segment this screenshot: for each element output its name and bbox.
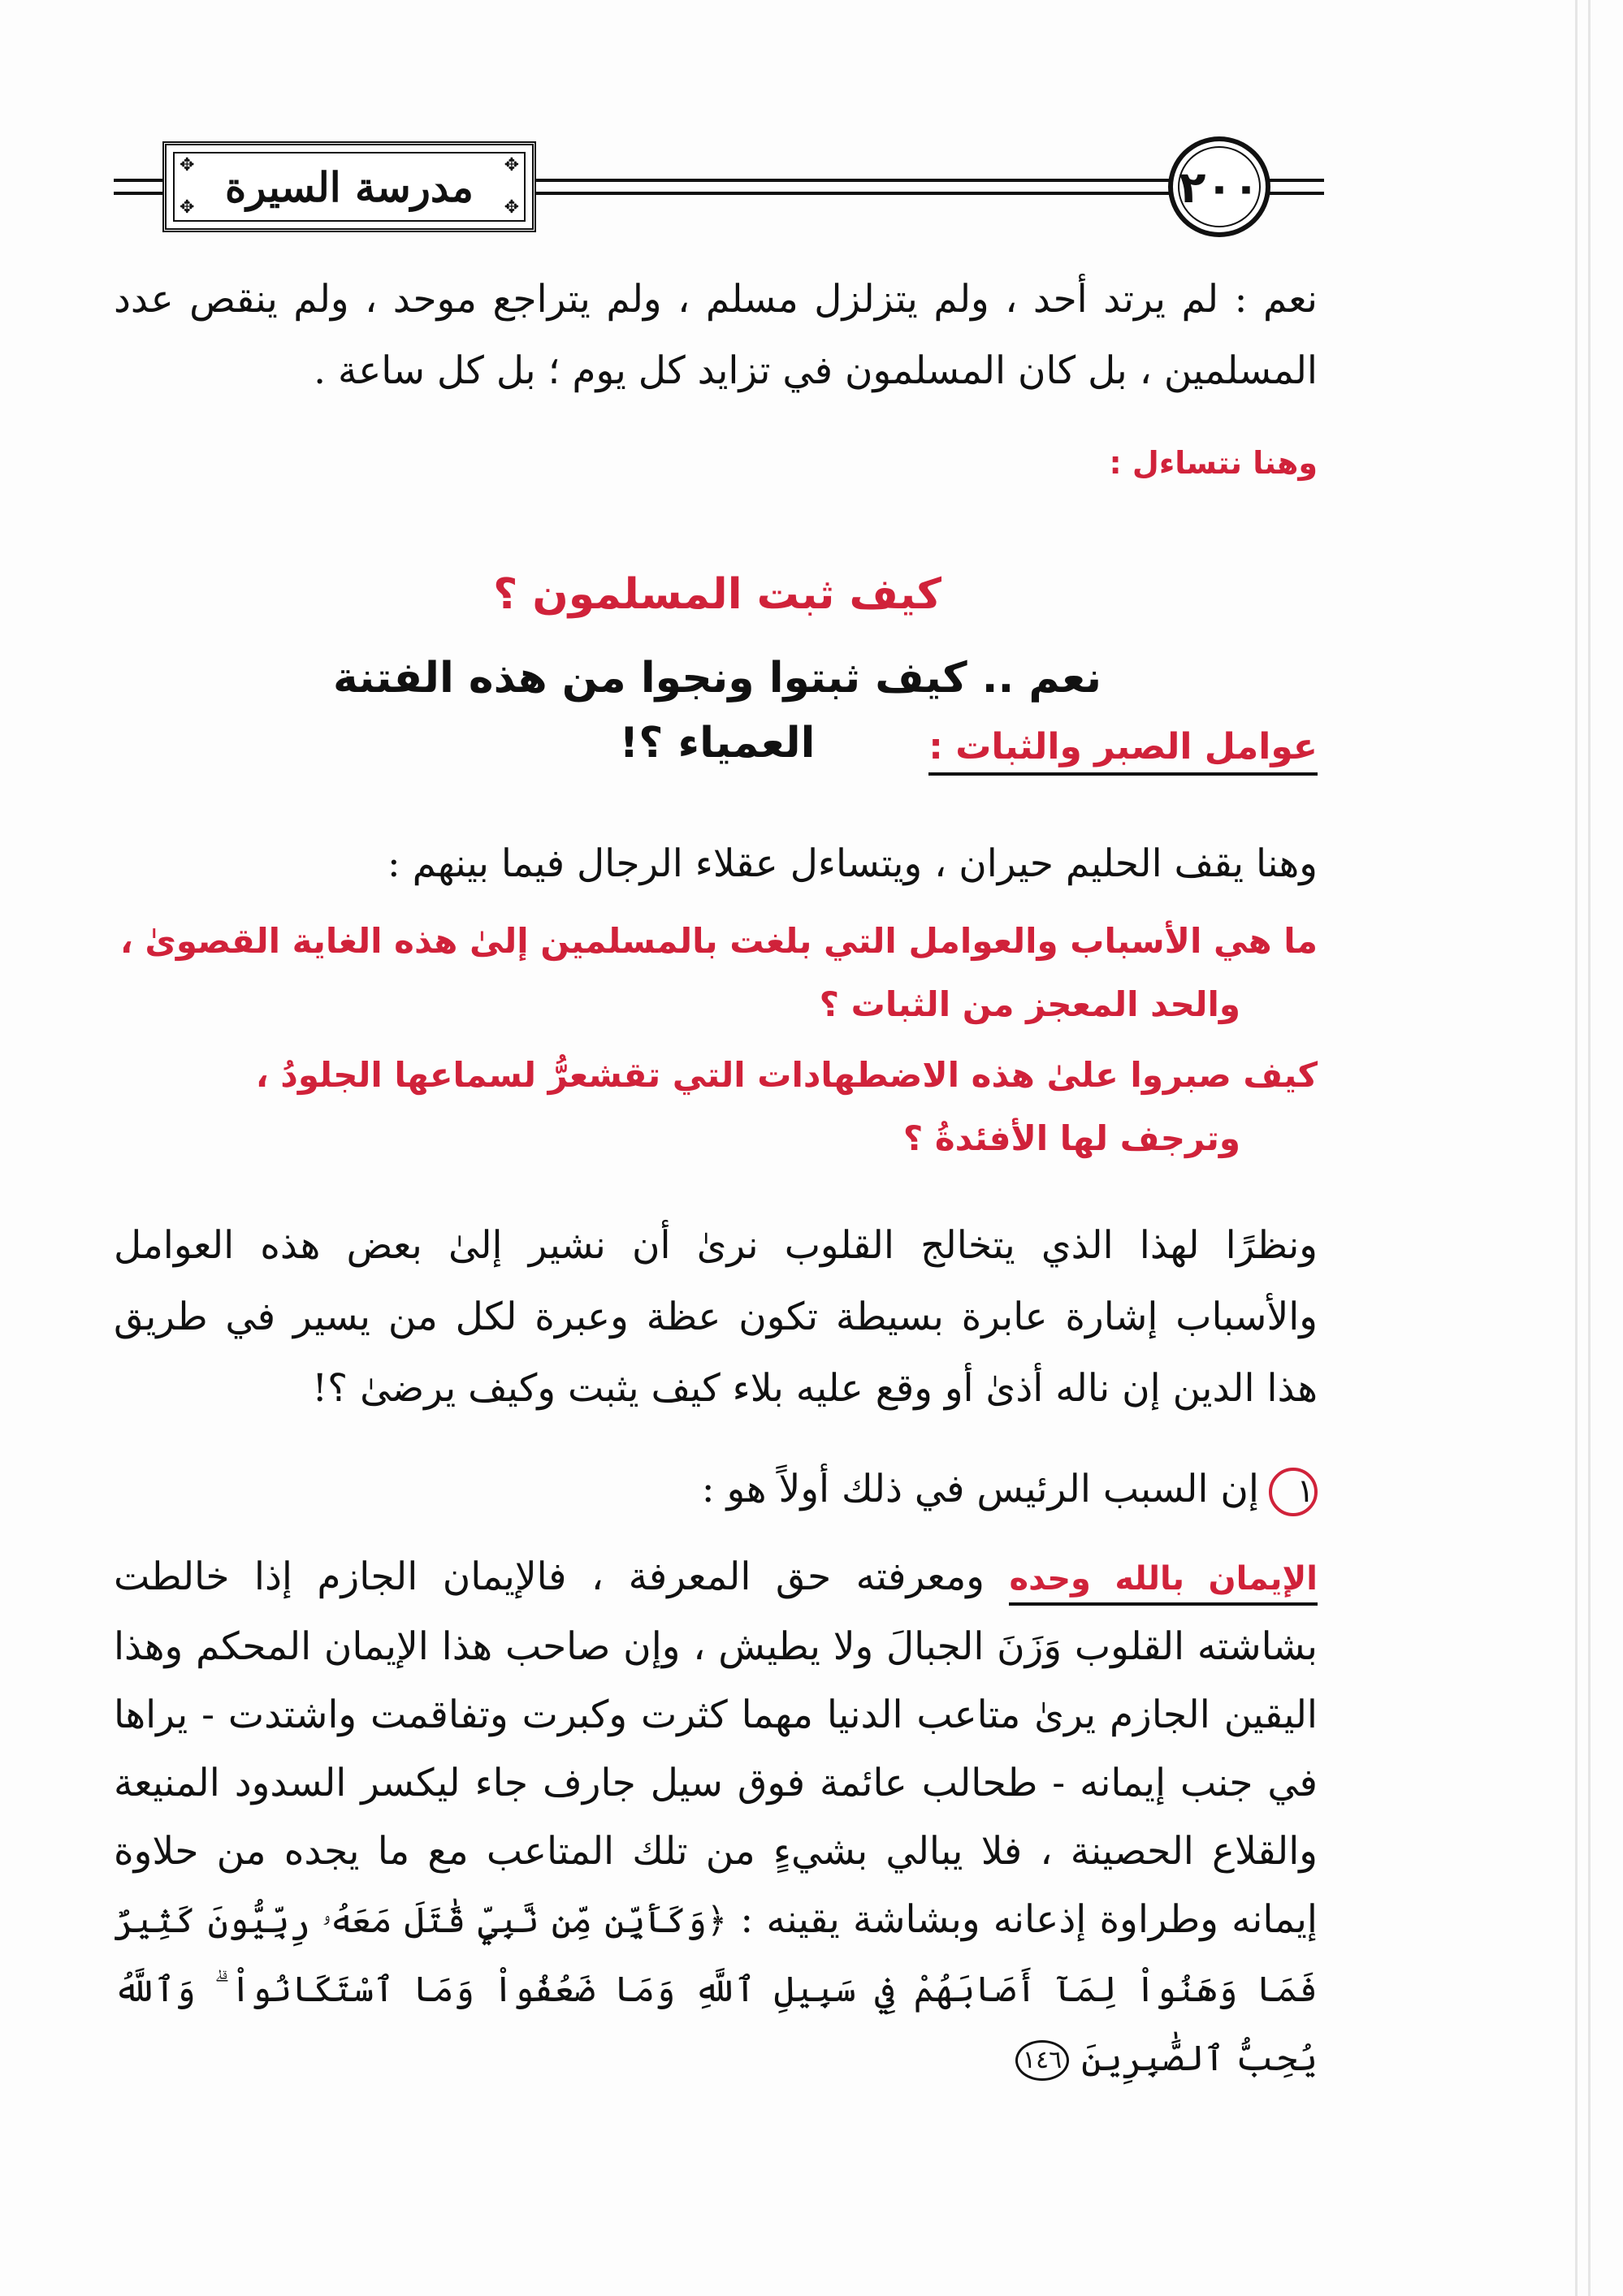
- question-line: وترجف لها الأفئدةُ ؟: [902, 1118, 1240, 1158]
- heading-text: نعم .. كيف ثبتوا ونجوا من هذه الفتنة العمياء ؟!: [333, 654, 1101, 767]
- section-label-text: وهنا نتساءل :: [1109, 445, 1318, 481]
- paragraph: [114, 1210, 1318, 1425]
- page-edge-line: [1575, 0, 1578, 2296]
- paragraph-text: وهنا يقف الحليم حيران ، ويتساءل عقلاء الرجال فيما بينهم :: [387, 841, 1318, 886]
- question-block: [114, 910, 1318, 1036]
- paragraph: [114, 264, 1318, 407]
- ayah-number: ١٤٦: [1015, 2040, 1069, 2081]
- ornament-icon: ✥: [180, 197, 195, 218]
- heading-text: كيف ثبت المسلمون ؟: [493, 570, 941, 619]
- page-number: ٢٠٠: [1179, 161, 1260, 213]
- paragraph: [114, 1543, 1318, 2093]
- page-header: [114, 130, 1324, 244]
- question-line: ما هي الأسباب والعوامل التي بلغت بالمسلمين إلىٰ هذه الغاية القصوىٰ ،: [119, 921, 1318, 961]
- highlighted-phrase: الإيمان بالله وحده: [1009, 1560, 1318, 1606]
- ornament-icon: ✥: [504, 197, 519, 218]
- section-title: [114, 719, 1318, 776]
- paragraph-text: نعم : لم يرتد أحد ، ولم يتزلزل مسلم ، ولم يتراجع موحد ، ولم ينقص عدد المسلمين ، بل كان المسلمون في تزايد كل يوم ؛ بل كل ساعة .: [114, 277, 1318, 393]
- ornament-icon: ✥: [180, 155, 195, 175]
- heading: [262, 562, 1172, 627]
- quran-verse: ﴿وَكَأَيِّن مِّن نَّبِيٍّ قَٰتَلَ مَعَهُۥ رِبِّيُّونَ كَثِيرٌ فَمَا وَهَنُواْ لِمَآ أَصَابَهُمْ فِي سَبِيلِ ٱللَّهِ وَمَا ضَعُفُواْ وَمَا ٱسْتَكَانُواْ ۗ وَٱللَّهُ يُحِبُّ ٱلصَّٰبِرِينَ: [114, 1900, 1318, 2079]
- item-text: إن السبب الرئيس في ذلك أولاً هو :: [701, 1467, 1259, 1511]
- section-label: [114, 439, 1318, 487]
- paragraph-text: ونظرًا لهذا الذي يتخالج القلوب نرىٰ أن نشير إلىٰ بعض هذه العوامل والأسباب إشارة عابرة بسيطة تكون عظة وعبرة لكل من يسير في طريق هذا الدين إن ناله أذىٰ أو وقع عليه بلاء كيف يثبت وكيف يرضىٰ ؟!: [114, 1223, 1318, 1411]
- question-line: والحد المعجز من الثبات ؟: [819, 984, 1240, 1024]
- running-title-frame: [162, 141, 536, 232]
- question-block: [114, 1044, 1318, 1170]
- running-title: مدرسة السيرة: [225, 162, 474, 211]
- ornament-icon: ✥: [504, 155, 519, 175]
- page-number-badge: [1168, 136, 1270, 237]
- item-number-circle: ١: [1269, 1468, 1318, 1516]
- paragraph: [114, 828, 1318, 900]
- page-edge-line: [1588, 0, 1591, 2296]
- section-title-text: عوامل الصبر والثبات :: [928, 726, 1318, 776]
- paragraph-text: ومعرفته حق المعرفة ، فالإيمان الجازم إذا خالطت بشاشته القلوب وَزَنَ الجبالَ ولا يطيش ، وإن صاحب هذا الإيمان المحكم وهذا اليقين الجازم يرىٰ متاعب الدنيا مهما كثرت وكبرت وتفاقمت واشتدت - يراها في جنب إيمانه - طحالب عائمة فوق سيل جارف جاء ليكسر السدود المنيعة والقلاع الحصينة ، فلا يبالي بشيءٍ من تلك المتاعب مع ما يجده من حلاوة إيمانه وطراوة إذعانه وبشاشة يقينه :: [114, 1554, 1318, 1942]
- numbered-item: [114, 1454, 1318, 1525]
- question-line: كيف صبروا علىٰ هذه الاضطهادات التي تقشعرُّ لسماعها الجلودُ ،: [255, 1055, 1318, 1095]
